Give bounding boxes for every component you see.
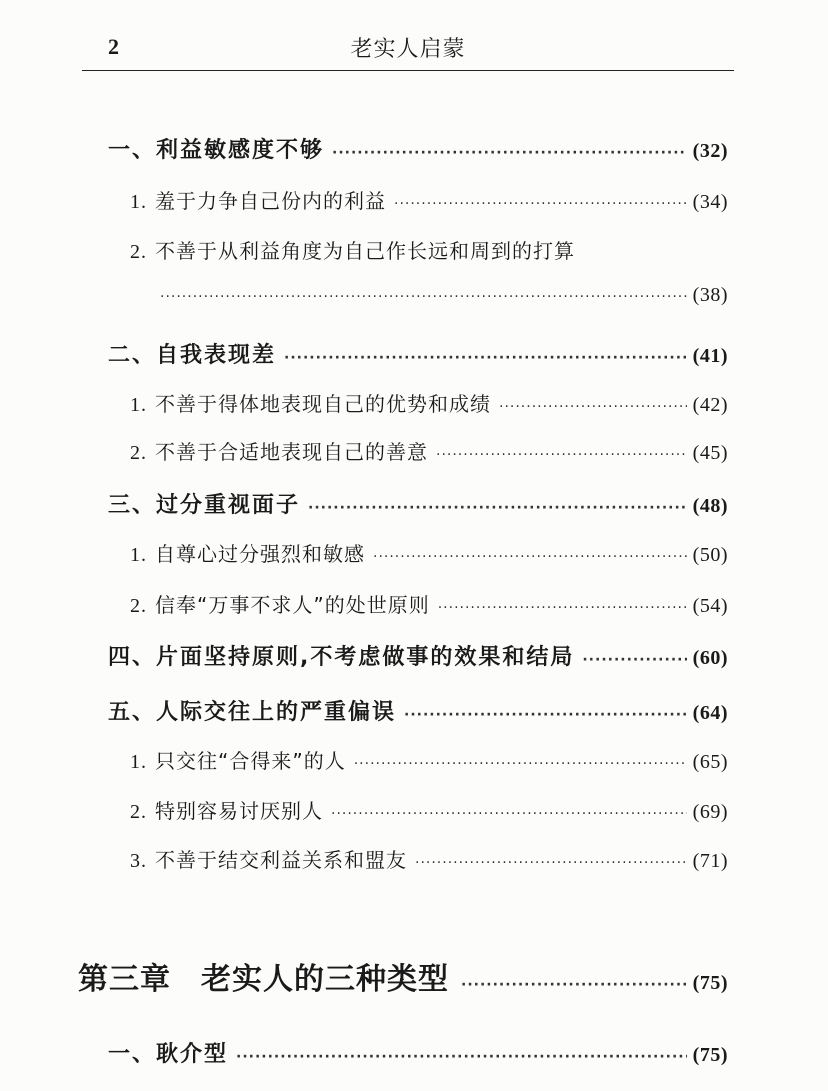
dot-leader [436,447,687,463]
toc-chapter-3-section-1 [108,1037,728,1068]
toc-subsection-1-2-continuation [160,284,728,307]
toc-page: (64) [692,702,728,724]
toc-title: 二、自我表现差 [108,343,277,368]
toc-page: (42) [692,394,728,416]
toc-page: (41) [692,345,728,367]
toc-title: 不善于结交利益关系和盟友 [155,848,407,872]
toc-subsection-2-1 [130,388,728,417]
toc-subsection-2-2 [130,436,728,465]
toc-number: 1. [130,751,147,773]
toc-title: 信奉“万事不求人”的处世原则 [155,593,430,617]
toc-title: 五、人际交往上的严重偏误 [108,700,397,725]
dot-leader [332,145,687,161]
toc-page: (38) [692,284,728,306]
toc-title: 特别容易讨厌别人 [155,799,323,823]
toc-subsection-5-1 [130,745,728,774]
toc-title: 不善于从利益角度为自己作长远和周到的打算 [155,239,575,263]
toc-page: (34) [692,191,728,213]
toc-section-2 [108,338,728,369]
toc-page: (75) [692,972,728,994]
toc-title: 一、耿介型 [108,1042,229,1067]
toc-title: 羞于力争自己份内的利益 [155,189,386,213]
dot-leader [461,977,687,993]
running-title: 老实人启蒙 [350,37,466,62]
dot-leader [284,350,687,366]
toc-number: 2. [130,801,147,823]
dot-leader [331,806,687,822]
toc-title: 三、过分重视面子 [108,493,301,518]
toc-title: 不善于合适地表现自己的善意 [155,440,428,464]
toc-number: 1. [130,394,147,416]
toc-page: (69) [692,801,728,823]
toc-page: (65) [692,751,728,773]
dot-leader [404,707,687,723]
toc-page: (75) [692,1044,728,1066]
toc-title: 四、片面坚持原则,不考虑做事的效果和结局 [108,645,575,670]
toc-number: 1. [130,544,147,566]
toc-page: (71) [692,850,728,872]
dot-leader [354,756,687,772]
chapter-title: 老实人的三种类型 [201,962,449,997]
toc-page: (48) [692,495,728,517]
toc-page: (32) [692,140,728,162]
toc-section-3 [108,488,728,519]
toc-subsection-3-2 [130,589,728,618]
toc-section-4 [108,640,728,671]
dot-leader [236,1049,687,1065]
toc-section-1 [108,133,728,164]
toc-number: 1. [130,191,147,213]
dot-leader [438,600,687,616]
toc-title: 只交往“合得来”的人 [155,749,346,773]
toc-subsection-1-2 [130,235,575,264]
toc-number: 2. [130,595,147,617]
dot-leader [394,196,687,212]
dot-leader [160,289,687,305]
dot-leader [582,652,686,668]
page-header [82,20,734,71]
toc-number: 2. [130,442,147,464]
toc-subsection-3-1 [130,538,728,567]
toc-page: (50) [692,544,728,566]
toc-section-5 [108,695,728,726]
dot-leader [373,549,687,565]
toc-title: 自尊心过分强烈和敏感 [155,542,365,566]
dot-leader [308,500,687,516]
toc-page: (45) [692,442,728,464]
toc-subsection-1-1 [130,185,728,214]
toc-title: 一、利益敏感度不够 [108,138,325,163]
toc-subsection-5-2 [130,795,728,824]
toc-number: 3. [130,850,147,872]
toc-subsection-5-3 [130,844,728,873]
toc-chapter-3 [78,954,728,998]
toc-page: (54) [692,595,728,617]
page-number: 2 [108,34,119,59]
dot-leader [499,399,687,415]
toc-title: 不善于得体地表现自己的优势和成绩 [155,392,491,416]
toc-number: 2. [130,241,147,263]
chapter-number: 第三章 [78,962,171,997]
toc-page: (60) [692,647,728,669]
dot-leader [415,855,687,871]
